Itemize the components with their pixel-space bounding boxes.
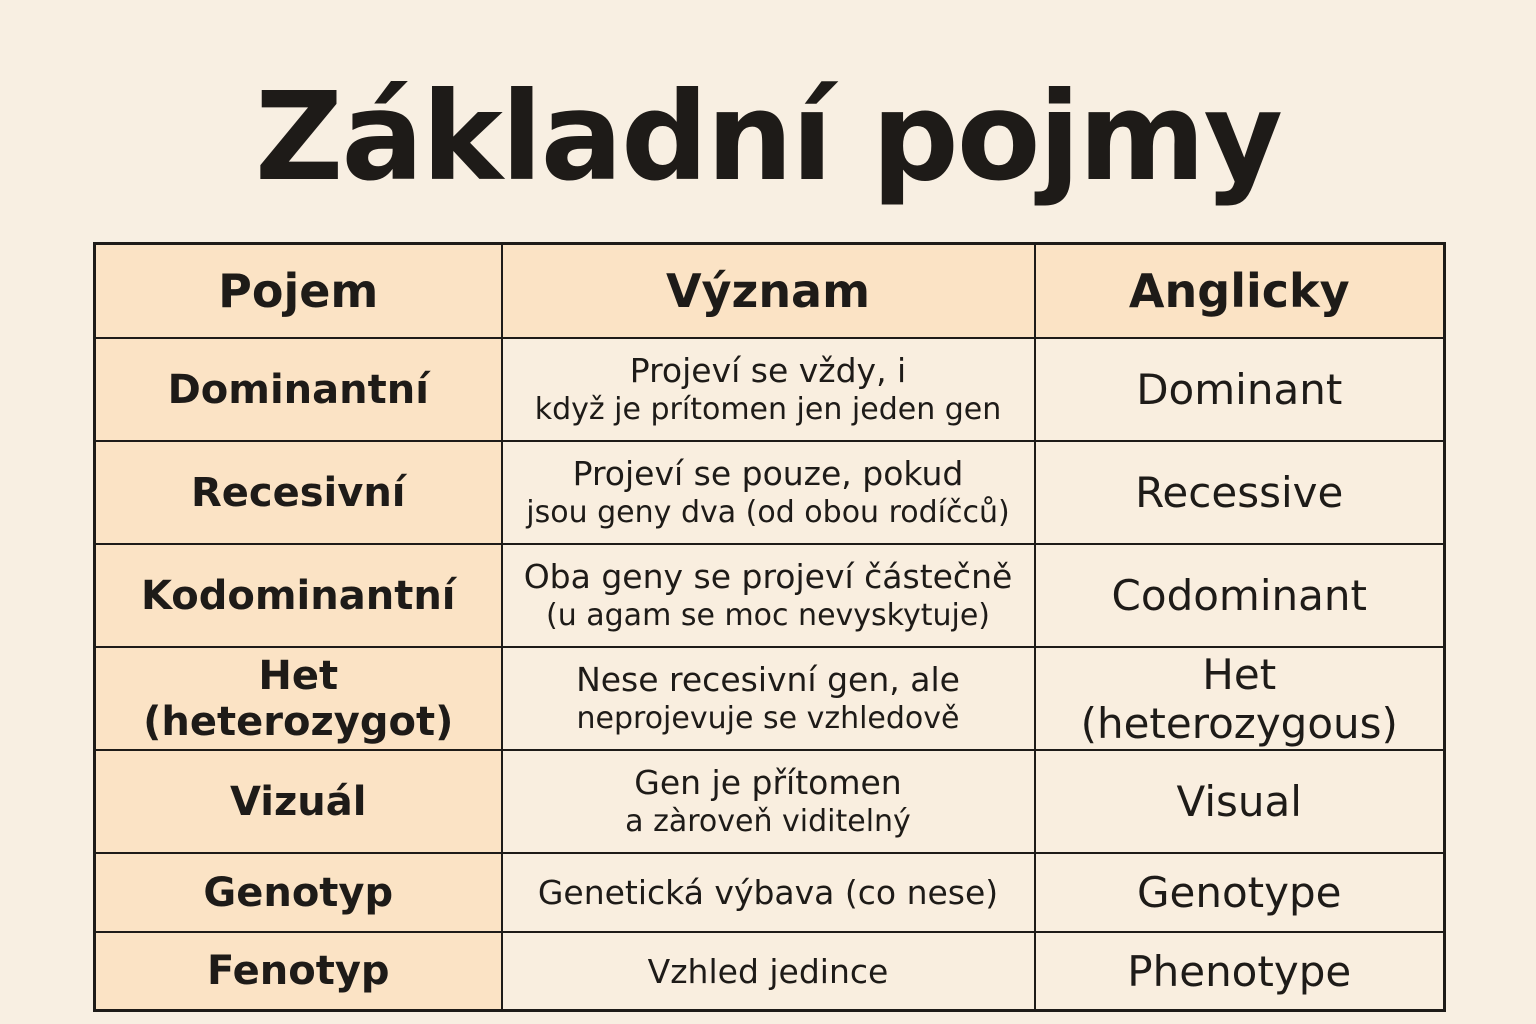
term-cell: Recesivní [95, 441, 502, 544]
term-cell: Dominantní [95, 338, 502, 441]
column-header-english: Anglicky [1035, 244, 1445, 339]
term-cell: Het (heterozygot) [95, 647, 502, 750]
column-header-term: Pojem [95, 244, 502, 339]
english-cell: Het (heterozygous) [1035, 647, 1445, 750]
term-cell: Fenotyp [95, 932, 502, 1011]
meaning-line: Projeví se pouze, pokud [572, 453, 964, 493]
table-row [95, 647, 1445, 750]
meaning-line: Vzhled jedince [647, 951, 889, 991]
meaning-line: (u agam se moc nevyskytuje) [546, 597, 990, 633]
english-cell: Dominant [1035, 338, 1445, 441]
table-row [95, 750, 1445, 853]
meaning-line: když je prítomen jen jeden gen [534, 391, 1002, 427]
meaning-cell [502, 932, 1035, 1011]
english-cell: Recessive [1035, 441, 1445, 544]
meaning-line: Gen je přítomen [634, 762, 902, 802]
meaning-line: Projeví se vždy, i [629, 350, 907, 390]
english-cell: Genotype [1035, 853, 1445, 932]
page-title: Základní pojmy [254, 66, 1282, 208]
term-cell: Kodominantní [95, 544, 502, 647]
table-row [95, 441, 1445, 544]
meaning-cell [502, 647, 1035, 750]
meaning-cell [502, 544, 1035, 647]
term-cell: Vizuál [95, 750, 502, 853]
meaning-line: jsou geny dva (od obou rodíčců) [526, 494, 1010, 530]
table-header-row [95, 244, 1445, 339]
column-header-meaning: Význam [502, 244, 1035, 339]
meaning-line: Nese recesivní gen, ale [576, 659, 960, 699]
table-row [95, 932, 1445, 1011]
english-cell: Codominant [1035, 544, 1445, 647]
meaning-line: Oba geny se projeví částečně [523, 556, 1013, 596]
english-cell: Visual [1035, 750, 1445, 853]
meaning-cell [502, 853, 1035, 932]
english-cell: Phenotype [1035, 932, 1445, 1011]
table-row [95, 544, 1445, 647]
term-cell: Genotyp [95, 853, 502, 932]
meaning-cell [502, 338, 1035, 441]
terms-table [93, 242, 1446, 1012]
meaning-line: Genetická výbava (co nese) [537, 873, 999, 912]
meaning-line: neprojevuje se vzhledově [576, 700, 960, 736]
meaning-cell [502, 441, 1035, 544]
table-row [95, 338, 1445, 441]
meaning-line: a zàroveň viditelný [625, 803, 911, 839]
meaning-cell [502, 750, 1035, 853]
table-row [95, 853, 1445, 932]
